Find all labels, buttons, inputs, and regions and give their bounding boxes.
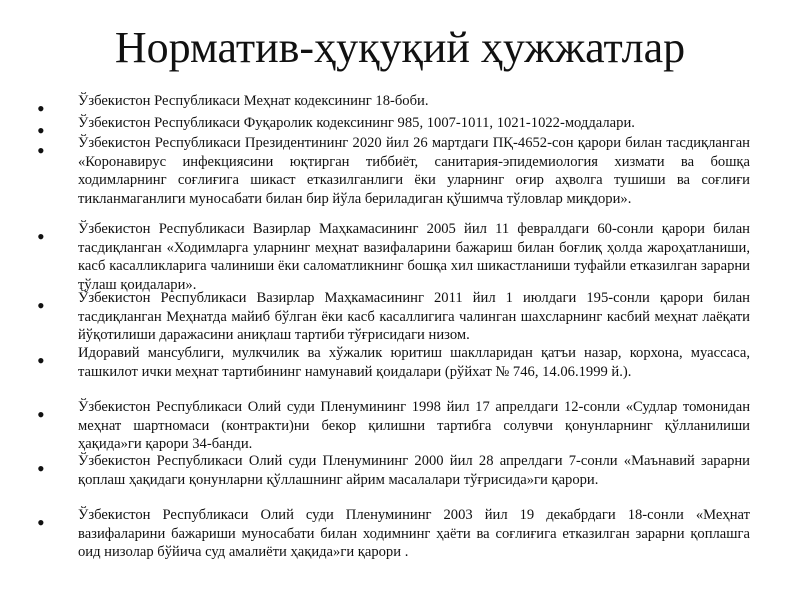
bullet-icon: • [37,118,45,143]
list-item-text: Ўзбекистон Республикаси Вазирлар Маҳкамасининг 2005 йил 11 февралдаги 60-сонли қарори билан тасдиқланган «Ходимларга уларнинг меҳнат вазифаларини бажариш билан боғлиқ ҳолда жароҳатланиши, касб касалликларига чалиниши ёки саломатликнинг бошқа хил шикастланиши туфайли етказилган зарарни тўлаш қоидалари». [78,221,750,293]
bullet-icon: • [37,96,45,121]
bullet-icon: • [37,138,45,163]
list-item-text: Ўзбекистон Республикаси Вазирлар Маҳкамасининг 2011 йил 1 июлдаги 195-сонли қарори билан тасдиқланган Меҳнатда майиб бўлган ёки касб касаллигига чалинган шахсларнинг касбий меҳнат лаёқати йўқотилиши даражасини аниқлаш тартиби тўғрисидаги низом. [78,290,750,344]
bullet-icon: • [37,510,45,535]
list-item-text: Ўзбекистон Республикаси Меҳнат кодексининг 18-боби. [78,93,429,109]
bullet-icon: • [37,224,45,249]
list-item-text: Ўзбекистон Республикаси Олий суди Пленумининг 1998 йил 17 апрелдаги 12-сонли «Судлар томонидан меҳнат шартномаси (контракти)ни бекор қилишни тартибга солувчи қонунларнинг қўлланилиши ҳақида»ги қарори 34-банди. [78,399,750,453]
slide-title: Норматив-ҳуқуқий ҳужжатлар [114,23,686,72]
bullet-icon: • [37,402,45,427]
list-item-text: Ўзбекистон Республикаси Президентининг 2020 йил 26 мартдаги ПҚ-4652-сон қарори билан тасдиқланган «Коронавирус инфекциясини юқтирган тиббиёт, санитария-эпидемиология хизмати ва бошқа ходимларнинг соғлиғига шикаст етказилганлиги ёки уларнинг оғир аҳволга тушиши ва соғлиғи тикланмаганлиги муносабати билан бир йўла бериладиган қўшимча тўловлар миқдори». [78,135,750,207]
bullet-icon: • [37,293,45,318]
list-item-text: Ўзбекистон Республикаси Олий суди Пленумининг 2000 йил 28 апрелдаги 7-сонли «Маънавий зарарни қоплаш ҳақидаги қонунларни қўллашнинг айрим масалалари тўғрисида»ги қарори. [78,453,750,488]
list-item-text: Ўзбекистон Республикаси Фуқаролик кодексининг 985, 1007-1011, 1021-1022-моддалари. [78,115,635,131]
bullet-icon: • [37,456,45,481]
list-item-text: Идоравий мансублиги, мулкчилик ва хўжалик юритиш шаклларидан қатъи назар, корхона, муассаса, ташкилот ички меҳнат тартибининг намунавий қоидалари (рўйхат № 746, 14.06.1999 й.). [78,345,750,380]
bullet-icon: • [37,348,45,373]
list-item-text: Ўзбекистон Республикаси Олий суди Пленумининг 2003 йил 19 декабрдаги 18-сонли «Меҳнат вазифаларини бажариши муносабати билан ходимнинг ҳаёти ва соғлиғига етказилган зарарни қоплашга оид низолар бўйича суд амалиёти ҳақида»ги қарори . [78,507,750,561]
